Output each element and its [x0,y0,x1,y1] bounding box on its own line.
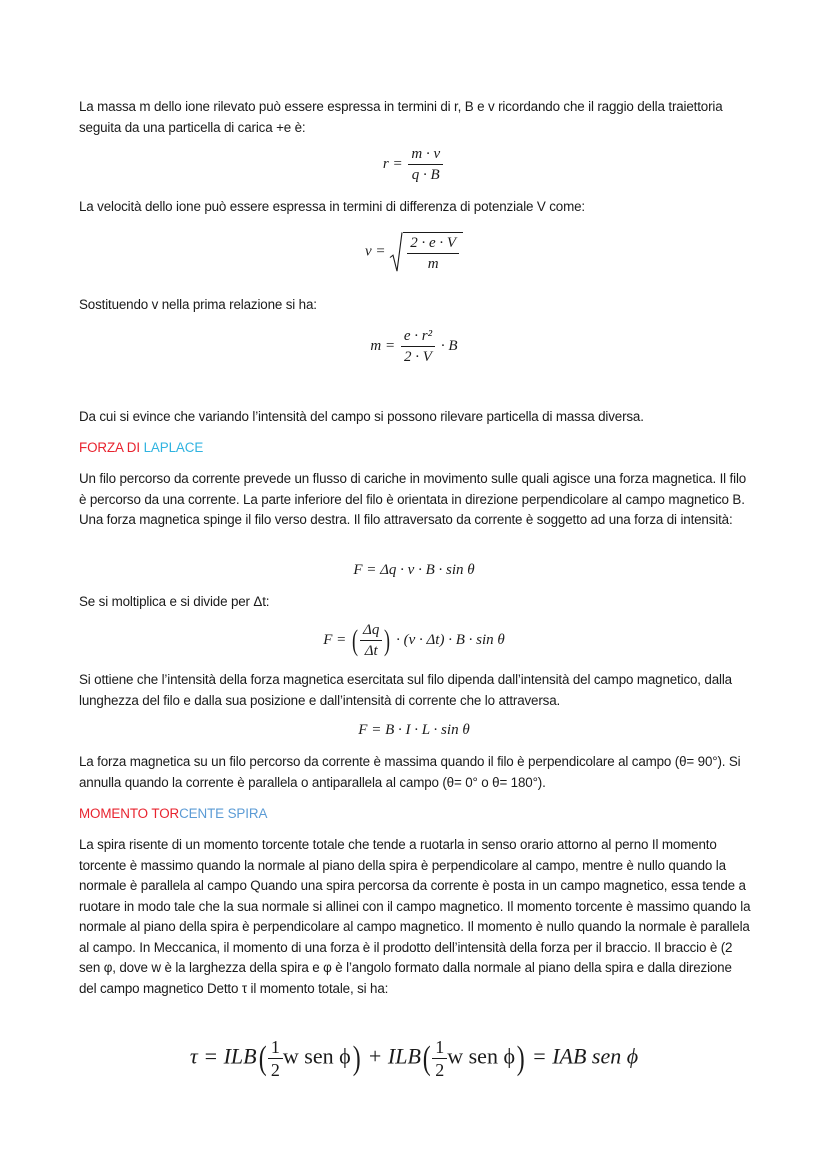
formula-force-dt: F = ( $\frac{\Delta q}{\Delta t}$ ) · (v · Δt) · B · sin θ [323,622,505,659]
paragraph-velocity: La velocità dello ione può essere espressa in termini di differenza di potenziale V come: [79,199,585,214]
paragraph-conclusion: Da cui si evince che variando l’intensità del campo si possono rilevare particella di massa diversa. [79,409,644,424]
formula-lhs: m = [370,337,396,354]
radical-sign-icon [389,232,403,272]
formula-force-dq: F = Δq · v · B · sin θ [353,562,475,578]
fraction: $\frac{2 \cdot e \cdot V}{m}$ [407,235,459,272]
heading-momento-torcente-spira: MOMENTO TORCENTE SPIRA [79,806,268,821]
paragraph-force-max: La forza magnetica su un filo percorso da corrente è massima quando il filo è perpendicolare al campo (θ= 90°). Si annulla quando la corrente è parallela o antiparallela al campo (θ= 0° o θ= 180°). [79,754,741,790]
formula-lhs: v = [364,243,386,260]
paragraph-ion-mass: La massa m dello ione rilevato può essere espressa in termini di r, B e v ricordando che il raggio della traiettoria seguita da una particella di carica +e è: [79,99,723,135]
fraction: $\frac{1}{2}$ [432,1038,447,1079]
formula-radius [0,146,828,183]
formula-mass [0,328,828,365]
heading-forza-di-laplace: FORZA DI LAPLACE [79,440,204,455]
paragraph-force-dependence: Si ottiene che l’intensità della forza magnetica esercitata sul filo dipenda dall’intensità del campo magnetico, dalla lunghezza del filo e dalla sua posizione e dall’intensità di corrente che lo attraversa. [79,672,732,708]
fraction: $\frac{\text{e · r²}}{2 \cdot V}$ [401,328,435,365]
square-root [389,232,463,272]
fraction: $\frac{\Delta q}{\Delta t}$ [360,622,382,659]
fraction: $\frac{m \cdot v}{q \cdot B}$ [408,146,443,183]
formula-rhs: · B [440,337,458,354]
formula-lhs: r = [382,155,403,172]
fraction: $\frac{1}{2}$ [268,1038,283,1079]
formula-velocity [0,232,828,272]
paragraph-substitution: Sostituendo v nella prima relazione si ha: [79,297,317,312]
formula-force-bil: F = B · I · L · sin θ [358,722,470,738]
paragraph-multiply-divide: Se si moltiplica e si divide per Δt: [79,594,270,609]
formula-torque: τ = ILB( $\frac{1}{2}$ w sen ϕ) + ILB( $\frac{1}{2}$ w sen ϕ) = IAB sen ϕ [189,1037,639,1080]
paragraph-torque: La spira risente di un momento torcente totale che tende a ruotarla in senso orario attorno al perno Il momento torcente è massimo quando la normale al piano della spira è perpendicolare al campo, mentre è nullo quando la normale è parallela al campo Quando una spira percorsa da corrente è posta in un campo magnetico, essa tende a ruotare in modo tale che la sua normale si allinei con il campo magnetico. Il momento torcente è massimo quando la normale al piano della spira è perpendicolare al campo magnetico. Il momento è nullo quando la normale è parallela al campo. In Meccanica, il momento di una forza è il prodotto dell’intensità della forza per il braccio. Il braccio è (2 sen φ, dove w è la larghezza della spira e φ è l’angolo formato dalla normale al piano della spira e dalla direzione del campo magnetico Detto τ il momento totale, si ha: [79,837,751,996]
paragraph-laplace-intro: Un filo percorso da corrente prevede un flusso di cariche in movimento sulle quali agisce una forza magnetica. Il filo è percorso da una corrente. La parte inferiore del filo è orientata in direzione perpendicolare al campo magnetico B. Una forza magnetica spinge il filo verso destra. Il filo attraversato da corrente è soggetto ad una forza di intensità: [79,471,747,527]
